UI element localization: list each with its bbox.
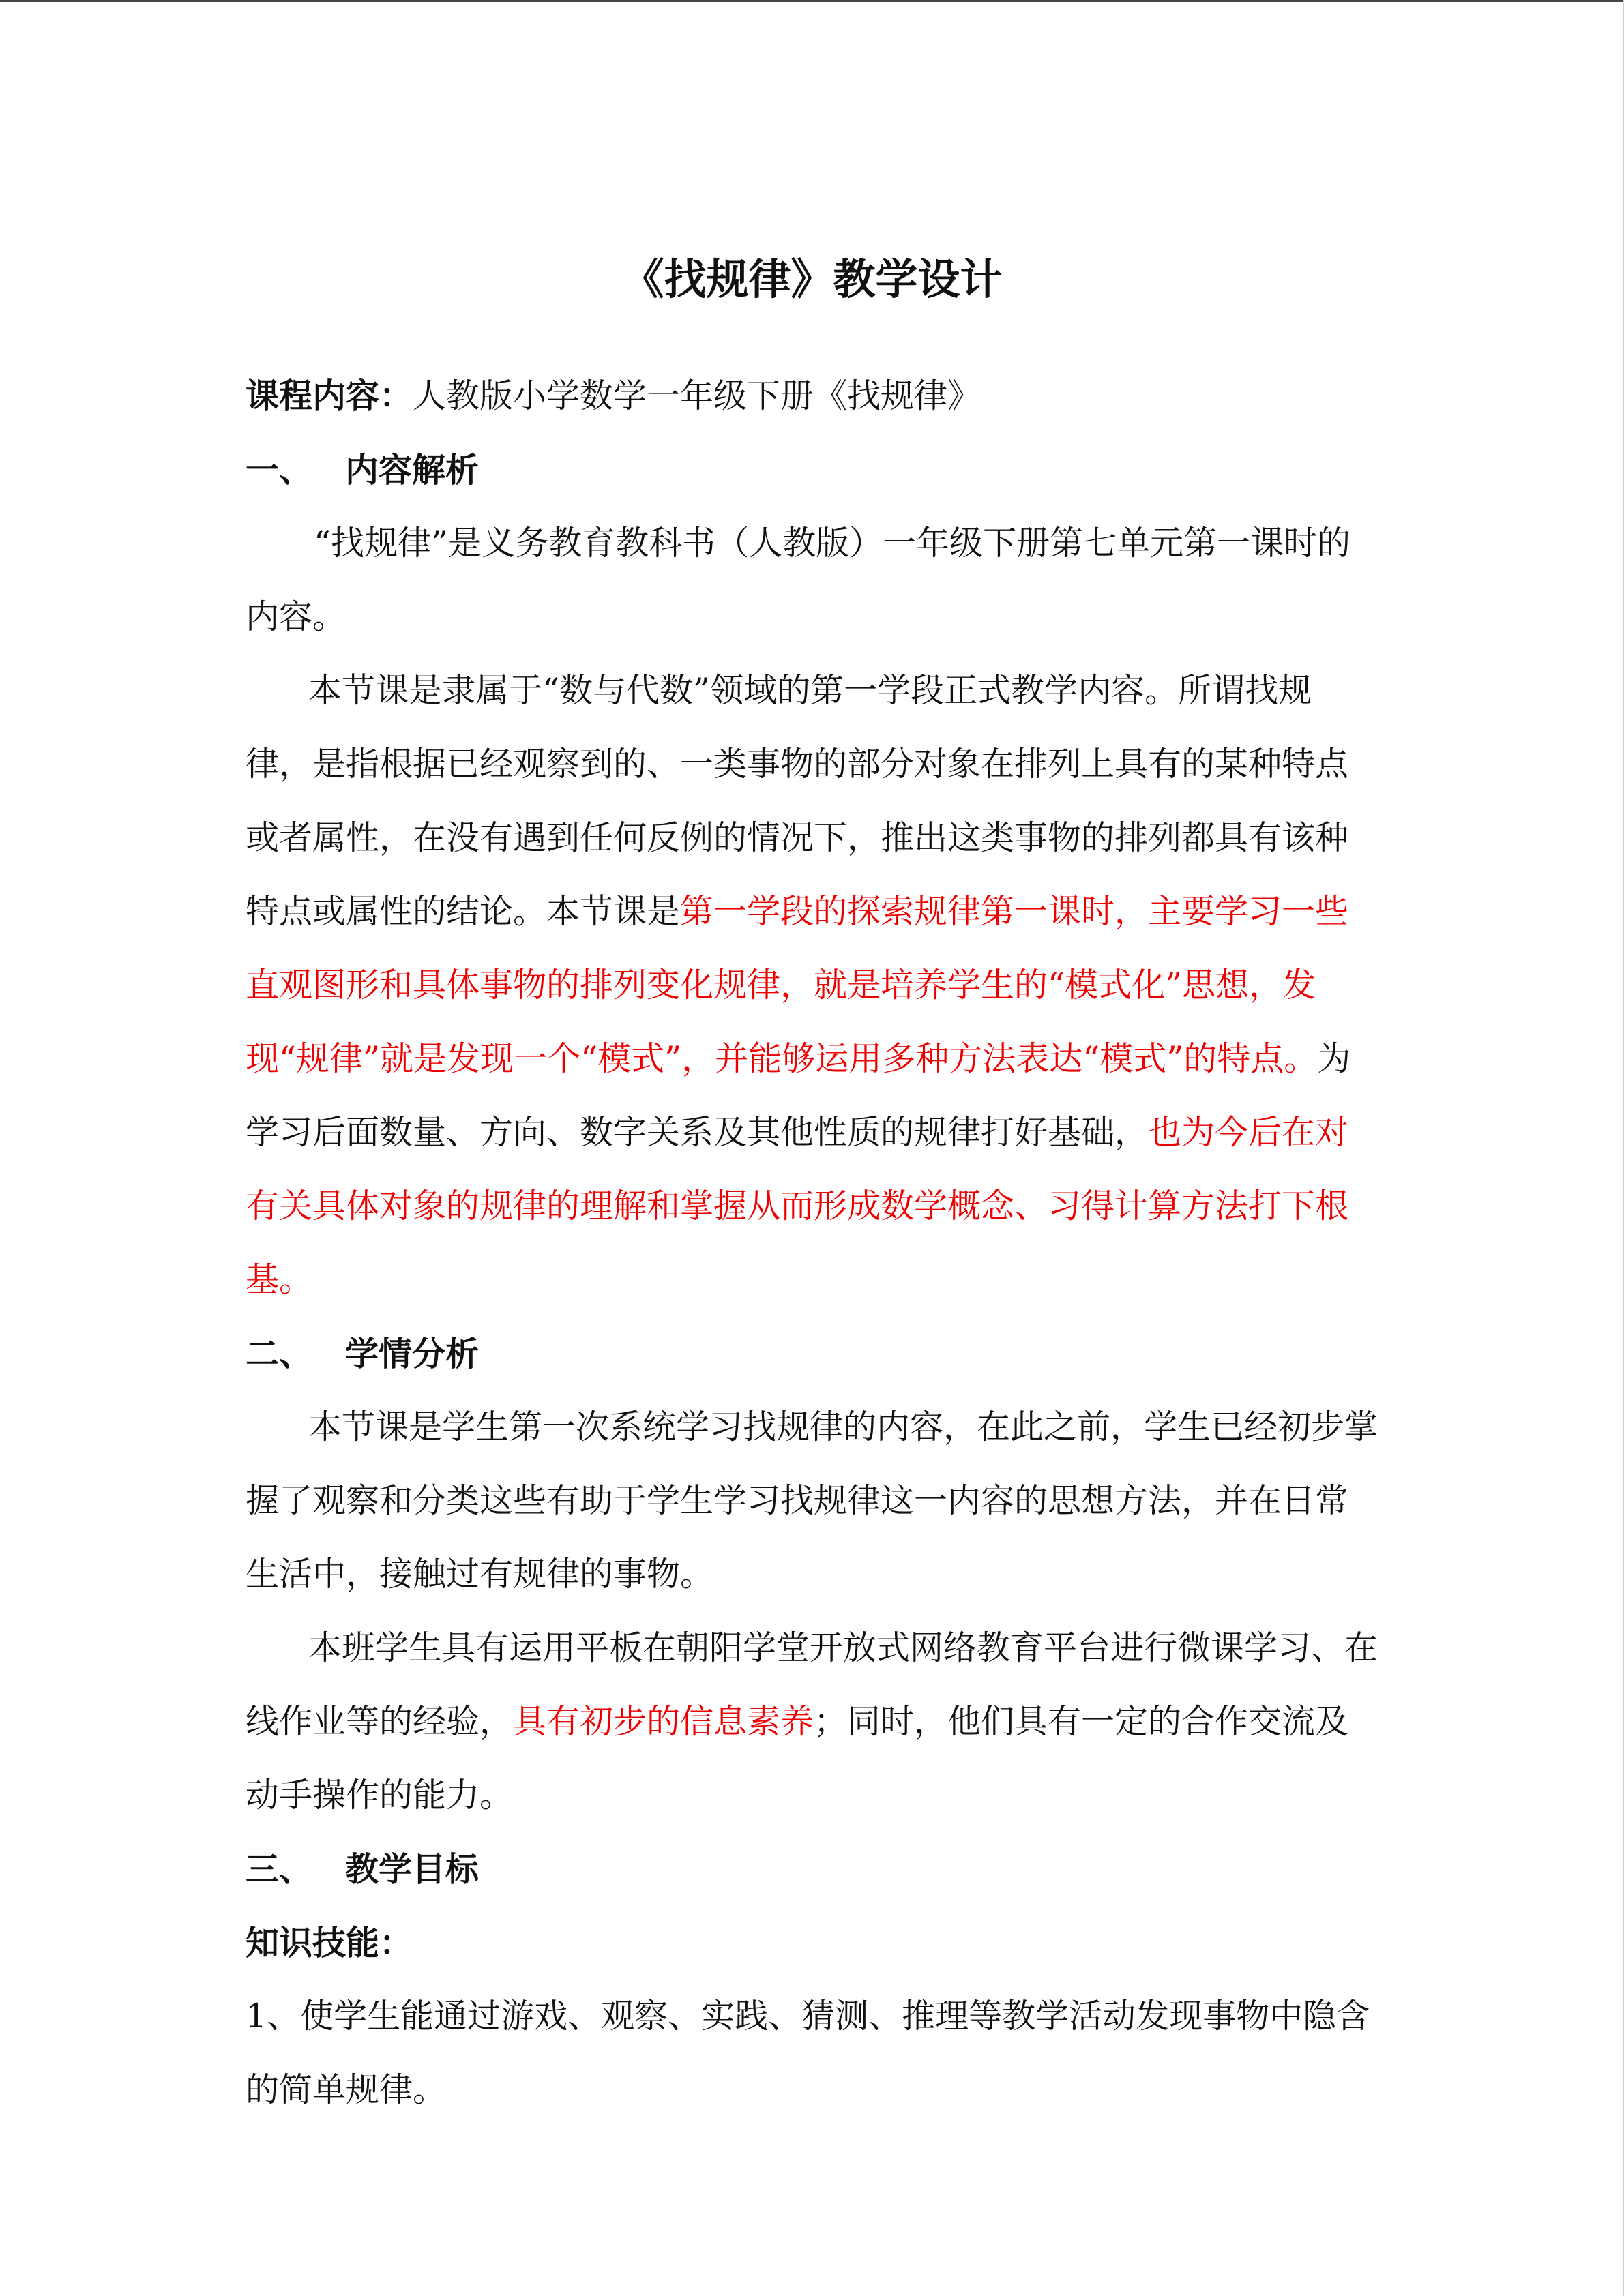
course-content-value: 人教版小学数学一年级下册《找规律》: [413, 376, 981, 415]
document-title: 《找规律》教学设计: [621, 254, 1003, 304]
highlighted-text: 也为今后在对有关具体对象的规律的理解和掌握从而形成数学概念、习得计算方法打下根基。: [246, 1113, 1349, 1299]
section-title: 学情分析: [345, 1334, 479, 1373]
section-number: 三、: [246, 1849, 313, 1889]
objective-item: 1、使学生能通过游戏、观察、实践、猜测、推理等教学活动发现事物中隐含的简单规律。: [246, 1997, 1370, 2109]
section-title: 内容解析: [345, 450, 479, 490]
page-top-border: [0, 0, 1624, 2]
paragraph-text: 为学习后面数量、方向、数字关系及其他性质的规律打好基础，: [246, 1039, 1351, 1152]
paragraph-class-ability: [246, 1611, 1378, 1832]
document-body: [246, 359, 1378, 2127]
highlighted-text: 具有初步的信息素养: [513, 1702, 814, 1741]
section-title: 教学目标: [345, 1849, 479, 1889]
paragraph-text: ；同时，他们具有一定的合作交流及动手操作的能力。: [246, 1702, 1349, 1815]
section-heading-content-analysis: [246, 433, 1378, 507]
course-content-label: 课程内容：: [246, 376, 413, 415]
paragraph-text: 本节课是隶属于“数与代数”领域的第一学段正式教学内容。所谓找规律，是指根据已经观察到的、一类事物的部分对象在排列上具有的某种特点或者属性，在没有遇到任何反例的情况下，推出这类事物的排列都具有该种特点或属性的结论。本节课是: [246, 671, 1349, 931]
section-heading-teaching-goals: [246, 1832, 1378, 1906]
course-content-line: [246, 359, 1378, 433]
section-heading-student-analysis: [246, 1317, 1378, 1390]
paragraph-text: 本班学生具有运用平板在朝阳学堂开放式网络教育平台进行微课学习、在线作业等的经验，: [246, 1628, 1378, 1741]
knowledge-skills-label: 知识技能：: [246, 1923, 413, 1963]
section-number: 一、: [246, 450, 313, 490]
paragraph-lesson-nature: [246, 654, 1378, 1317]
paragraph-lesson-source: “找规律”是义务教育教科书（人教版）一年级下册第七单元第一课时的内容。: [246, 524, 1351, 636]
paragraph-student-background: 本节课是学生第一次系统学习找规律的内容，在此之前，学生已经初步掌握了观察和分类这些有助于学生学习找规律这一内容的思想方法，并在日常生活中，接触过有规律的事物。: [246, 1407, 1378, 1594]
section-number: 二、: [246, 1334, 313, 1373]
highlighted-text: 第一学段的探索规律第一课时，主要学习一些直观图形和具体事物的排列变化规律，就是培养学生的“模式化”思想，发现“规律”就是发现一个“模式”，并能够运用多种方法表达“模式”的特点。: [246, 892, 1349, 1078]
